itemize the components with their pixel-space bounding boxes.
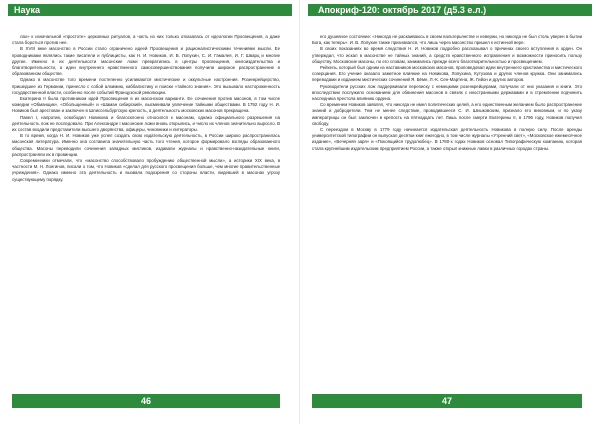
right-page-header: Апокриф-120: октябрь 2017 (д5.3 е.л.) (308, 4, 592, 16)
left-page-number: 46 (12, 394, 280, 408)
paragraph: Рейхель, который был одним из наставников московских масонов, проповедовал идеи внутреннего христианства и мистического созерцания. Его учение оказало заметное влияние на Новикова, Лопухина, Кутузова и других членов кружка. Они занимались переводами и изданием мистических сочинений Я. Бёме, Л.-К. Сен-Мартена, Ж. Гийон и других авторов. (312, 65, 582, 83)
right-page (300, 0, 600, 424)
right-page-number: 47 (312, 394, 582, 408)
paragraph: его душевное состояние: «Никогда не раскаиваюсь в своем вольтерьянстве и неверии, но никогда не был столь уверен в бытии Бога, как теперь». И. В. Лопухин также признавался, что лишь через масонство пришел к истинной вере. (312, 34, 582, 46)
paragraph: В то время, когда Н. И. Новиков уже успел создать свою издательскую деятельность, в России широко распространилась масонская литература. Именно она составила значительную часть того чтения, которое формировало взгляды образованного общества. Масоны переводили сочинения западных мистиков, издавали журналы и нравственно-назидательные книги, распространяли их в провинции. (12, 133, 280, 157)
paragraph: Современники отмечали, что «масонство способствовало пробуждению общественной мысли», а историки XIX века, в частности М. Н. Лонгинов, писали о том, что Новиков «сделал для русского просвещения больше, чем многие правительственные учреждения». Однако именно эта деятельность и вызвала подозрения со стороны власти, видевшей в масонах угрозу существующему порядку. (12, 158, 280, 182)
right-page-body (312, 34, 582, 386)
paragraph: Павел I, напротив, освободил Новикова и благосклонно относился к масонам, однако официального разрешения на деятельность лож не последовало. При Александре I масонские ложи вновь открылись, и число их членов значительно выросло. В их состав входили представители высшего дворянства, офицеры, чиновники и литераторы. (12, 114, 280, 133)
paragraph: Руководители русских лож поддерживали переписку с немецкими розенкрейцерами, получали от них указания и книги. Это впоследствии послужило основанием для обвинения масонов в связях с иностранными державами и в стремлении подчинить наследника престола влиянию ордена. (312, 83, 582, 102)
paragraph: Со временем Новиков заявлял, что никогда не имел политических целей, а его единственным желанием было распространение знаний и добродетели. Тем не менее следствие, проводившееся С. И. Шешковским, признало его виновным, и по указу императрицы он был заключен в крепость на пятнадцать лет. Лишь после смерти Екатерины II, в 1796 году, Новиков получил свободу. (312, 102, 582, 126)
left-page-body (12, 34, 280, 386)
paragraph: С переездом в Москву в 1779 году начинается издательская деятельность Новикова в полную силу. После аренды университетской типографии он выпускал десятки книг ежегодно, в том числе журналы «Утренний свет», «Московское ежемесячное издание», «Вечерняя заря» и «Покоящийся трудолюбец». В 1780-х годах Новиков основал Типографическую компанию, которая стала крупнейшим издательским предприятием России, а также открыл книжные лавки в различных городах страны. (312, 127, 582, 151)
paragraph: лах» к изначальной «простоте» церковных ритуалов, а часть из них только отказалась от идеологии Просвещения, а даже стала бороться против нее. (12, 34, 280, 46)
left-page-header: Наука (8, 4, 292, 16)
paragraph: В своих показаниях во время следствия Н. И. Новиков подробно рассказывал о причинах своего вступления в орден. Он утверждал, что искал в масонстве не тайных знаний, а средств нравственного исправления и возможности приносить пользу обществу. Московские масоны, по его словам, занимались прежде всего благотворительностью и просвещением. (312, 46, 582, 64)
paragraph: Екатерина II была противником идей Просвещения в их масонском варианте. Ее сочинения против масонов, в том числе комедии «Обманщик», «Обольщенный» и «Шаман сибирский», высмеивали увлечение тайными обществами. В 1792 году Н. И. Новиков был арестован и заключен в Шлиссельбургскую крепость, а деятельность московских масонов прекращена. (12, 96, 280, 114)
paragraph: Однако в масонстве того времени постепенно усиливаются мистические и оккультные настроения. Розенкрейцерство, пришедшее из Германии, принесло с собой алхимию, каббалистику и поиски «тайного знания». Это вызывало настороженность государственной власти, особенно после событий Французской революции. (12, 77, 280, 95)
paragraph: В XVIII веке масонство в России стало ограничено идеей Просвещения и рационалистическими течениями мысли. Ее проводниками являлись такие писатели и публицисты, как Н. И. Новиков, И. В. Лопухин, С. И. Гамалея, И. Г. Шварц и многие другие. Именно в их деятельности масонские ложи превратились в центры просвещения, книгоиздательства и благотворительности, а идеи внутреннего нравственного самосовершенствования получили широкое распространение в образованном обществе. (12, 46, 280, 77)
